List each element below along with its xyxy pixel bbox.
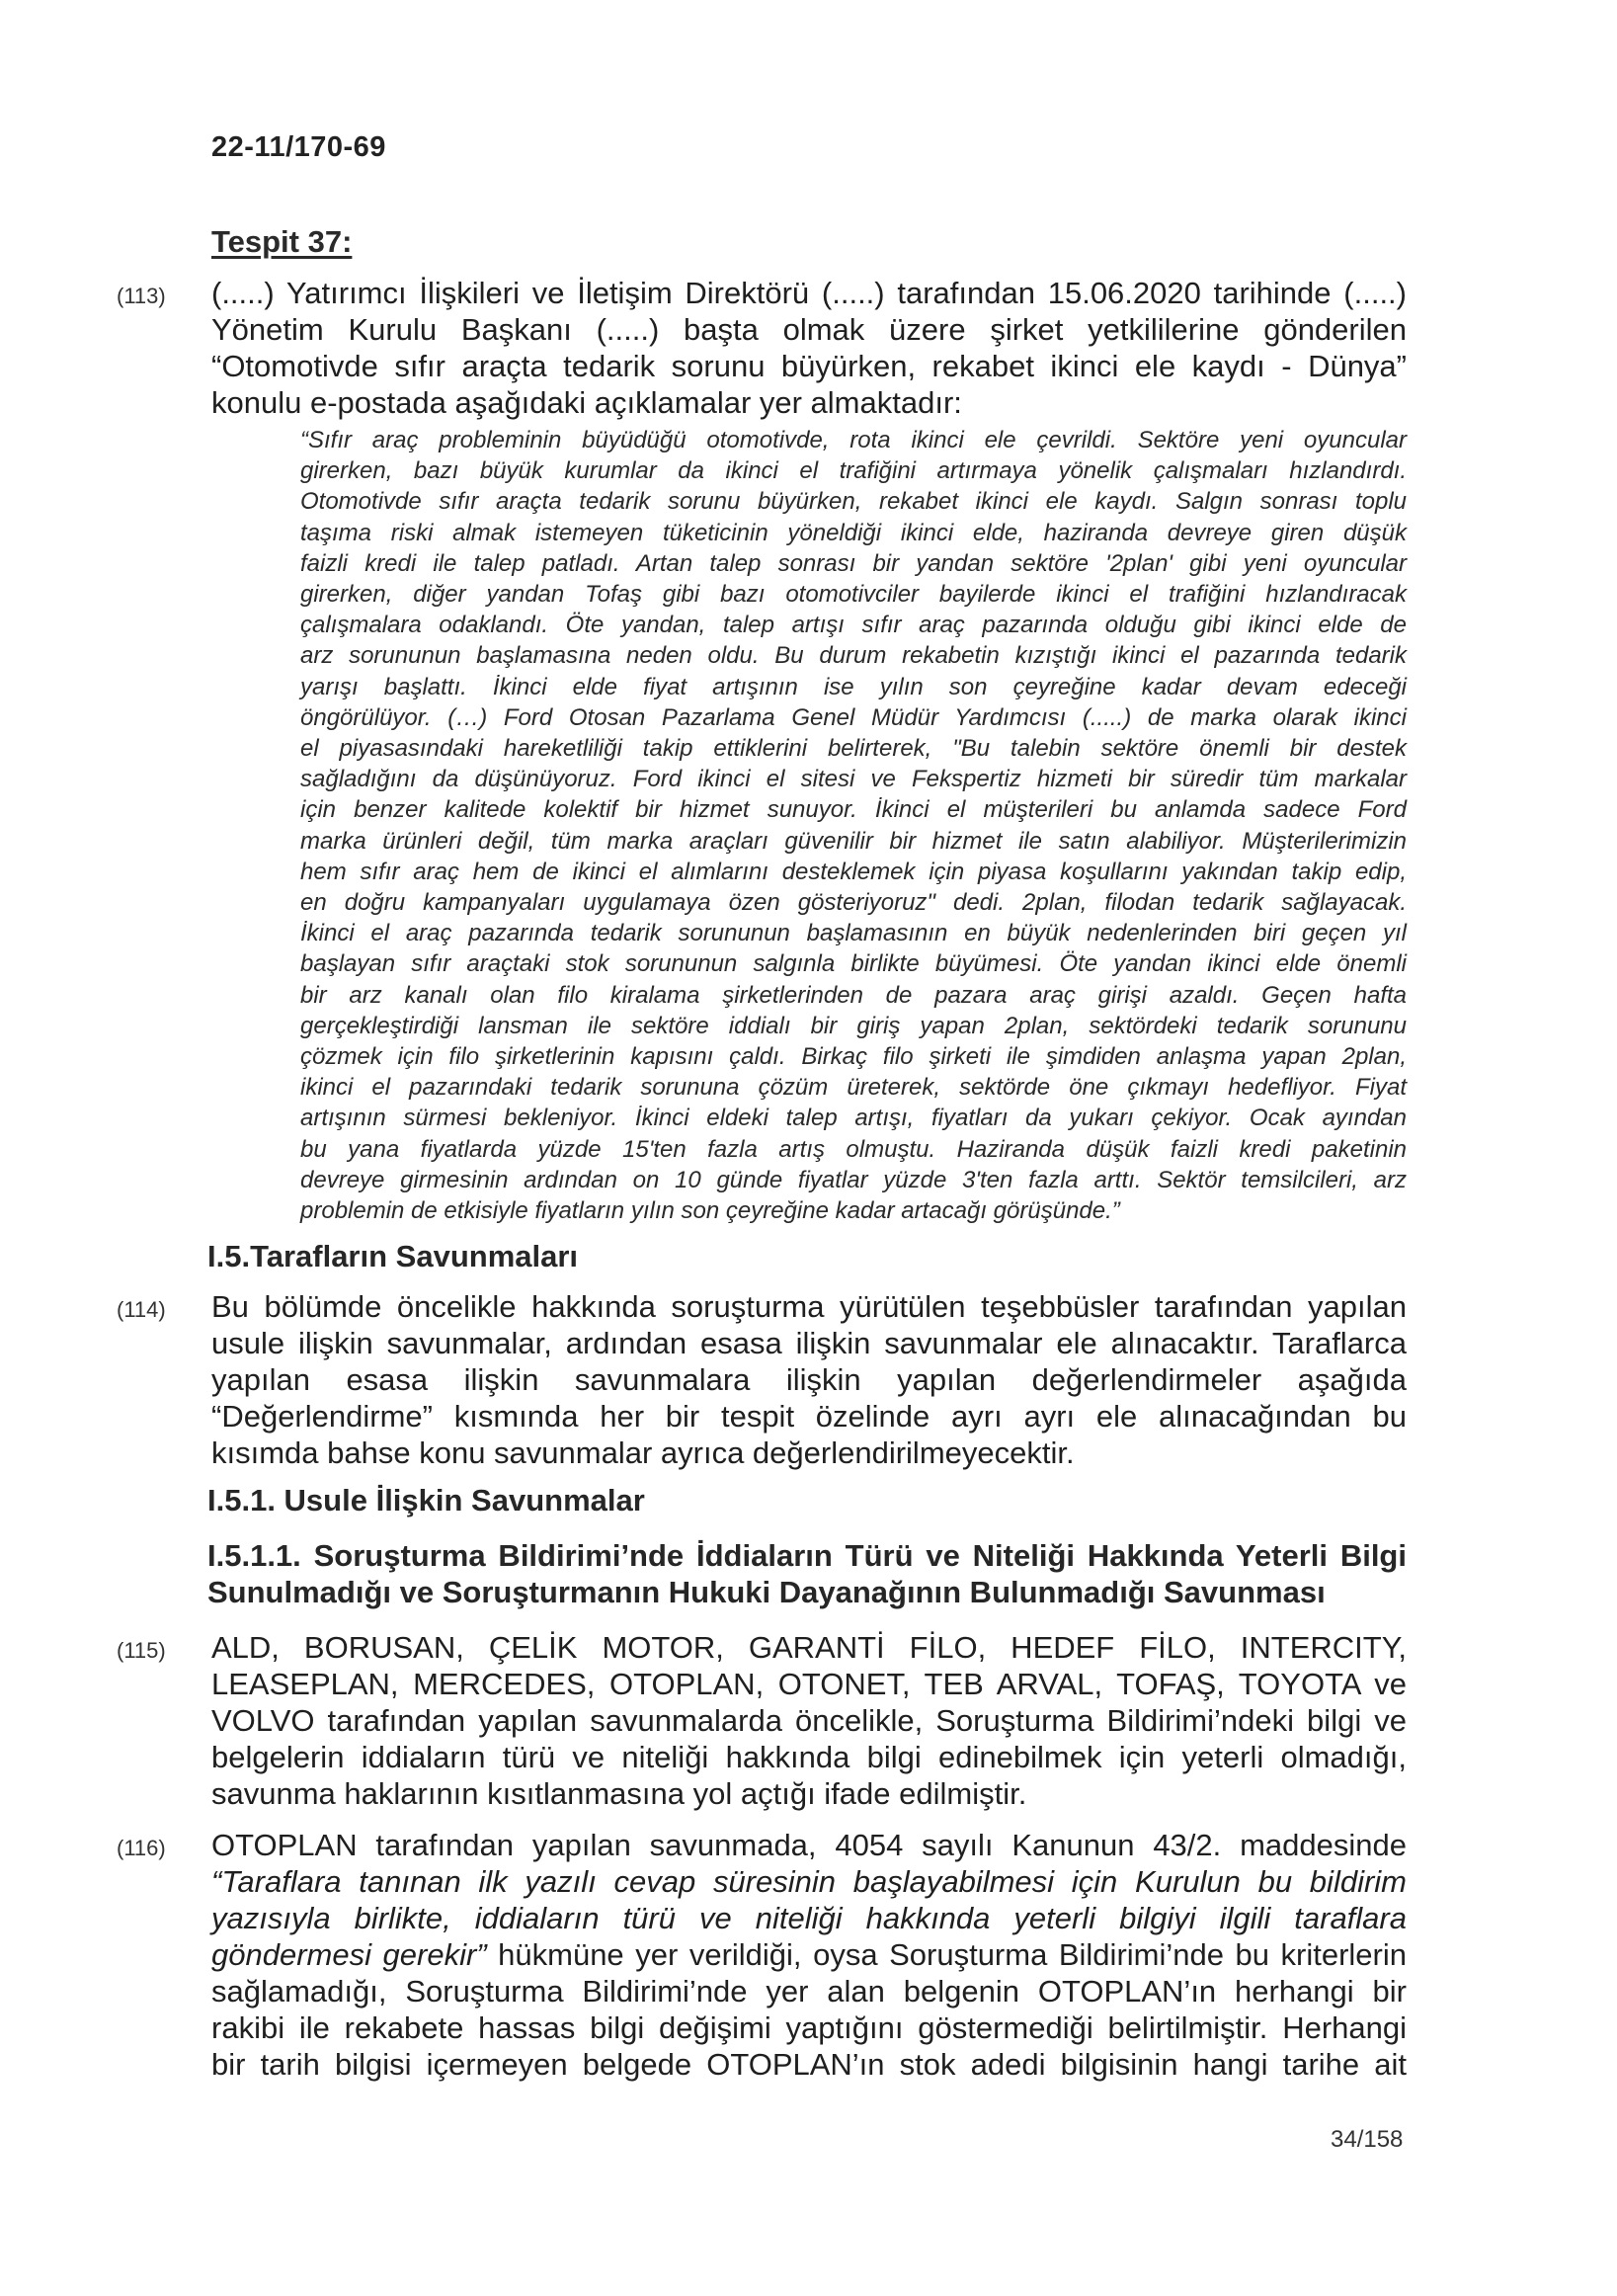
paragraph-114 (211, 1288, 1407, 1471)
paragraph-115-line: ALD, BORUSAN, ÇELİK MOTOR, GARANTİ FİLO, HEDEF FİLO, INTERCITY, (211, 1630, 1407, 1665)
quote-line: İkinci el araç pazarında tedarik sorununun başlamasının en büyük nedenlerinden biri geçen yıl (300, 920, 1407, 947)
news-quote-block (300, 425, 1407, 1226)
paragraph-115-line: belgelerin iddiaların türü ve niteliği hakkında bilgi edinebilmek için yeterli olmadığı, (211, 1740, 1407, 1774)
quote-line: artışının sürmesi bekleniyor. İkinci eldeki talep artışı, fiyatları da yukarı çekiyor. Ocak ayından (300, 1105, 1407, 1132)
quote-line: bu yana fiyatlarda yüzde 15'ten fazla artış olmuştu. Haziranda düşük faizli kredi paketinin (300, 1135, 1407, 1163)
paragraph-113-line: Yönetim Kurulu Başkanı (.....) başta olmak üzere şirket yetkililerine gönderilen (211, 312, 1407, 347)
paragraph-114-line: kısımda bahse konu savunmalar ayrıca değerlendirilmeyecektir. (211, 1435, 1075, 1470)
paragraph-116-line: “Taraflara tanınan ilk yazılı cevap süresinin başlayabilmesi için Kurulun bu bildirim (211, 1864, 1407, 1899)
paragraph-116-line: yazısıyla birlikte, iddiaların türü ve niteliği hakkında yeterli bilgiyi ilgili taraflara (211, 1901, 1407, 1935)
quote-line: gerçekleştirdiği lansman ile sektöre iddialı bir giriş yapan 2plan, sektördeki tedarik sorununu (300, 1012, 1407, 1039)
quote-line: bir arz kanalı olan filo kiralama şirketlerinden de pazara araç girişi azaldı. Geçen hafta (300, 981, 1407, 1009)
section-heading-1-5-1: I.5.1. Usule İlişkin Savunmalar (207, 1483, 645, 1517)
paragraph-115-line: LEASEPLAN, MERCEDES, OTOPLAN, OTONET, TEB ARVAL, TOFAŞ, TOYOTA ve (211, 1667, 1407, 1701)
quote-line: ikinci el pazarındaki tedarik sorununa çözüm üreterek, sektörde öne çıkmayı hedefliyor. Fiyat (300, 1074, 1407, 1102)
quote-line: arz sorununun başlamasına neden oldu. Bu durum rekabetin kızıştığı ikinci el pazarında tedarik (300, 642, 1407, 670)
paragraph-116-text: hükmüne yer verildiği, oysa Soruşturma Bildirimi’nde bu kriterlerin (486, 1937, 1408, 1972)
quote-line: başlayan sıfır araçtaki stok sorununun salgınla birlikte büyümesi. Öte yandan ikinci elde önemli (300, 950, 1407, 978)
paragraph-113-line: konulu e-postada aşağıdaki açıklamalar yer almaktadır: (211, 385, 962, 420)
quote-line: öngörülüyor. (…) Ford Otosan Pazarlama Genel Müdür Yardımcısı (.....) de marka olarak ikinci (300, 703, 1407, 731)
section-heading-1-5-1-1 (207, 1537, 1407, 1610)
quote-line: girerken, bazı büyük kurumlar da ikinci el trafiğini artırmaya yönelik çalışmaları hızlandırdı. (300, 457, 1407, 485)
paragraph-114-line: Bu bölümde öncelikle hakkında soruşturma yürütülen teşebbüsler tarafından yapılan (211, 1289, 1407, 1324)
paragraph-115 (211, 1629, 1407, 1812)
quote-line: “Sıfır araç probleminin büyüdüğü otomotivde, rota ikinci ele çevrildi. Sektöre yeni oyuncular (300, 427, 1407, 453)
quote-line: devreye girmesinin ardından on 10 günde fiyatlar yüzde 3'ten fazla arttı. Sektör temsilcileri, arz (300, 1166, 1407, 1193)
paragraph-114-line: yapılan esasa ilişkin savunmalara ilişkin yapılan değerlendirmeler aşağıda (211, 1362, 1407, 1397)
paragraph-113 (211, 275, 1407, 421)
quote-line: çalışmalara odaklandı. Öte yandan, talep artışı sıfır araç pazarında olduğu gibi ikinci elde de (300, 612, 1407, 639)
paragraph-115-line: VOLVO tarafından yapılan savunmalarda öncelikle, Soruşturma Bildirimi’ndeki bilgi ve (211, 1703, 1407, 1738)
page-number: 34/158 (1331, 2126, 1404, 2153)
paragraph-number-115: (115) (117, 1638, 166, 1663)
quote-line: yarışı başlattı. İkinci elde fiyat artışının ise yılın son çeyreğine kadar devam edeceği (300, 673, 1407, 700)
paragraph-116-line (211, 1936, 1407, 1973)
quote-line: hem sıfır araç hem de ikinci el alımlarını desteklemek için piyasa koşullarını yakından takip edip, (300, 858, 1407, 885)
paragraph-116-line: rakibi ile rekabete hassas bilgi değişimi yaptığını göstermediği belirtilmiştir. Herhangi (211, 2010, 1407, 2045)
paragraph-114-line: “Değerlendirme” kısmında her bir tespit özelinde ayrı ayrı ele alınacağından bu (211, 1399, 1407, 1434)
paragraph-number-114: (114) (117, 1297, 166, 1322)
paragraph-113-line: (.....) Yatırımcı İlişkileri ve İletişim Direktörü (.....) tarafından 15.06.2020 tarihinde (.....) (211, 276, 1407, 310)
quote-line: sağladığını da düşünüyoruz. Ford ikinci el sitesi ve Fekspertiz hizmeti bir süredir tüm markalar (300, 766, 1407, 793)
paragraph-115-line: savunma haklarının kısıtlanmasına yol açtığı ifade edilmiştir. (211, 1776, 1027, 1811)
section-heading-1-5-1-1-line: Sunulmadığı ve Soruşturmanın Hukuki Dayanağının Bulunmadığı Savunması (207, 1575, 1326, 1609)
paragraph-113-line: “Otomotivde sıfır araçta tedarik sorunu büyürken, rekabet ikinci ele kaydı - Dünya” (211, 349, 1407, 383)
paragraph-number-116: (116) (117, 1836, 166, 1860)
document-code: 22-11/170-69 (211, 131, 386, 163)
quote-line: marka ürünleri değil, tüm marka araçları güvenilir bir hizmet ile satın alabiliyor. Müşterilerimizin (300, 827, 1407, 855)
paragraph-number-113: (113) (117, 284, 166, 308)
quote-line: problemin de etkisiyle fiyatların yılın son çeyreğine kadar artacağı görüşünde.” (300, 1197, 1120, 1225)
paragraph-116-line: sağlamadığı, Soruşturma Bildirimi’nde yer alan belgenin OTOPLAN’ın herhangi bir (211, 1974, 1407, 2009)
paragraph-116 (211, 1827, 1407, 2083)
quote-line: için benzer kalitede kolektif bir hizmet sunuyor. İkinci el müşterileri bu anlamda sadece Ford (300, 796, 1407, 824)
paragraph-116-line: OTOPLAN tarafından yapılan savunmada, 4054 sayılı Kanunun 43/2. maddesinde (211, 1828, 1407, 1862)
quoted-law-text: göndermesi gerekir” (211, 1937, 487, 1972)
quote-line: çözmek için filo şirketlerinin kapısını çaldı. Birkaç filo şirketi ile şimdiden anlaşma yapan 2plan, (300, 1043, 1407, 1071)
quote-line: en doğru kampanyaları uygulamaya özen gösteriyoruz" dedi. 2plan, filodan tedarik sağlayacak. (300, 889, 1407, 917)
quote-line: taşıma riski almak istemeyen tüketicinin yöneldiği ikinci elde, haziranda devreye giren düşük (300, 519, 1407, 546)
quote-line: Otomotivde sıfır araçta tedarik sorunu büyürken, rekabet ikinci ele kaydı. Salgın sonrası toplu (300, 488, 1407, 516)
paragraph-116-line: bir tarih bilgisi içermeyen belgede OTOPLAN’ın stok adedi bilgisinin hangi tarihe ait (211, 2047, 1407, 2082)
tespit-heading: Tespit 37: (211, 224, 353, 259)
section-heading-1-5: I.5.Tarafların Savunmaları (207, 1239, 579, 1273)
quote-line: girerken, diğer yandan Tofaş gibi bazı otomotivciler bayilerde ikinci el trafiğini hızlandıracak (300, 581, 1407, 609)
quote-line: faizli kredi ile talep patladı. Artan talep sonrası bir yandan sektöre '2plan' gibi yeni oyuncular (300, 549, 1407, 577)
paragraph-114-line: usule ilişkin savunmalar, ardından esasa ilişkin savunmalar ele alınacaktır. Taraflarca (211, 1326, 1407, 1360)
section-heading-1-5-1-1-line: I.5.1.1. Soruşturma Bildirimi’nde İddiaların Türü ve Niteliği Hakkında Yeterli Bilgi (207, 1538, 1407, 1573)
quote-line: el piyasasındaki hareketliliği takip ettiklerini belirterek, "Bu talebin sektöre önemli bir destek (300, 735, 1407, 763)
